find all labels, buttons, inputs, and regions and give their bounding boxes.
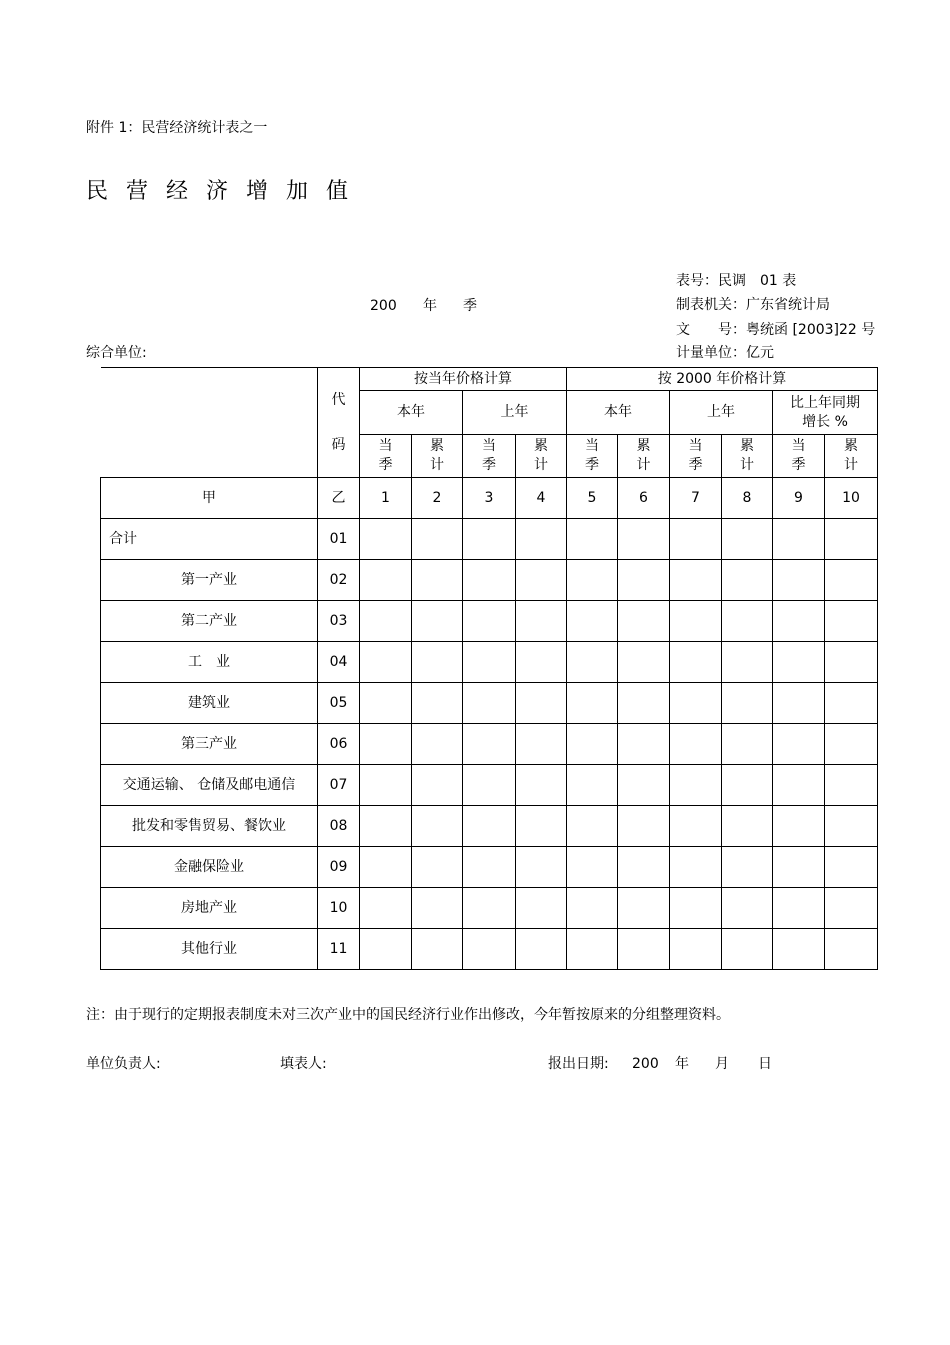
data-cell[interactable] xyxy=(567,519,618,560)
data-cell[interactable] xyxy=(360,806,412,847)
data-cell[interactable] xyxy=(360,560,412,601)
table-row xyxy=(101,847,878,888)
data-cell[interactable] xyxy=(618,847,670,888)
row-code: 05 xyxy=(318,683,360,724)
quarter-header: 当 季 xyxy=(773,435,825,478)
data-cell[interactable] xyxy=(567,929,618,970)
data-cell[interactable] xyxy=(360,847,412,888)
data-cell[interactable] xyxy=(463,642,516,683)
data-cell[interactable] xyxy=(670,724,722,765)
row-code: 07 xyxy=(318,765,360,806)
col-num: 3 xyxy=(463,478,516,519)
report-date-month-unit: 月 xyxy=(715,1056,729,1072)
report-date-year: 200 xyxy=(632,1056,659,1072)
data-cell[interactable] xyxy=(412,519,463,560)
data-cell[interactable] xyxy=(722,724,773,765)
data-cell[interactable] xyxy=(360,601,412,642)
unit-leader-label: 单位负责人: xyxy=(86,1056,161,1072)
data-cell[interactable] xyxy=(722,642,773,683)
data-cell[interactable] xyxy=(773,642,825,683)
row-label: 合计 xyxy=(101,519,318,560)
data-cell[interactable] xyxy=(516,888,567,929)
table-row xyxy=(101,724,878,765)
row-label: 房地产业 xyxy=(101,888,318,929)
current-price-header: 按当年价格计算 xyxy=(360,368,567,391)
data-cell[interactable] xyxy=(412,724,463,765)
col-num: 1 xyxy=(360,478,412,519)
period-season-unit: 季 xyxy=(463,298,477,314)
report-date-year-unit: 年 xyxy=(675,1056,689,1072)
quarter-header: 当 季 xyxy=(360,435,412,478)
row-code: 11 xyxy=(318,929,360,970)
data-cell[interactable] xyxy=(463,519,516,560)
data-cell[interactable] xyxy=(618,724,670,765)
data-cell[interactable] xyxy=(567,683,618,724)
quarter-header: 当 季 xyxy=(463,435,516,478)
data-cell[interactable] xyxy=(567,847,618,888)
data-cell[interactable] xyxy=(722,847,773,888)
data-cell[interactable] xyxy=(463,765,516,806)
data-cell[interactable] xyxy=(773,847,825,888)
data-cell[interactable] xyxy=(412,683,463,724)
data-cell[interactable] xyxy=(463,683,516,724)
data-cell[interactable] xyxy=(567,642,618,683)
data-cell[interactable] xyxy=(825,929,878,970)
data-cell[interactable] xyxy=(618,642,670,683)
data-cell[interactable] xyxy=(670,765,722,806)
data-cell[interactable] xyxy=(773,929,825,970)
row-label: 第三产业 xyxy=(101,724,318,765)
form-issuer: 制表机关：广东省统计局 xyxy=(676,297,830,313)
data-cell[interactable] xyxy=(360,724,412,765)
data-cell[interactable] xyxy=(360,519,412,560)
row-label: 第二产业 xyxy=(101,601,318,642)
data-cell[interactable] xyxy=(360,929,412,970)
column-index-row xyxy=(101,478,878,519)
footnote: 注：由于现行的定期报表制度未对三次产业中的国民经济行业作出修改，今年暂按原来的分组整理资料。 xyxy=(86,1007,730,1023)
data-cell[interactable] xyxy=(360,642,412,683)
data-cell[interactable] xyxy=(463,847,516,888)
data-cell[interactable] xyxy=(516,642,567,683)
col-num: 2 xyxy=(412,478,463,519)
data-cell[interactable] xyxy=(773,560,825,601)
filler-label: 填表人: xyxy=(280,1056,327,1072)
data-cell[interactable] xyxy=(516,847,567,888)
data-cell[interactable] xyxy=(670,929,722,970)
table-row xyxy=(101,683,878,724)
col-b-label: 乙 xyxy=(318,478,360,519)
data-cell[interactable] xyxy=(412,601,463,642)
data-cell[interactable] xyxy=(722,601,773,642)
row-code: 09 xyxy=(318,847,360,888)
data-cell[interactable] xyxy=(825,806,878,847)
data-cell[interactable] xyxy=(618,765,670,806)
data-cell[interactable] xyxy=(825,601,878,642)
header-blank xyxy=(101,368,318,478)
cumulative-header: 累 计 xyxy=(516,435,567,478)
data-cell[interactable] xyxy=(722,929,773,970)
data-cell[interactable] xyxy=(567,601,618,642)
data-cell[interactable] xyxy=(722,683,773,724)
data-cell[interactable] xyxy=(618,560,670,601)
data-cell[interactable] xyxy=(463,888,516,929)
data-cell[interactable] xyxy=(412,806,463,847)
data-cell[interactable] xyxy=(567,806,618,847)
cumulative-header: 累 计 xyxy=(618,435,670,478)
data-cell[interactable] xyxy=(567,724,618,765)
data-cell[interactable] xyxy=(567,560,618,601)
statistics-table xyxy=(100,367,878,970)
report-date-day-unit: 日 xyxy=(758,1056,772,1072)
row-code: 06 xyxy=(318,724,360,765)
data-cell[interactable] xyxy=(825,519,878,560)
data-cell[interactable] xyxy=(463,806,516,847)
quarter-header: 当 季 xyxy=(567,435,618,478)
col-a-label: 甲 xyxy=(101,478,318,519)
data-cell[interactable] xyxy=(463,724,516,765)
row-code: 01 xyxy=(318,519,360,560)
current-this-year-header: 本年 xyxy=(360,391,463,435)
row-label: 金融保险业 xyxy=(101,847,318,888)
data-cell[interactable] xyxy=(463,929,516,970)
data-cell[interactable] xyxy=(670,601,722,642)
data-cell[interactable] xyxy=(670,806,722,847)
table-row xyxy=(101,519,878,560)
table-row xyxy=(101,765,878,806)
table-row xyxy=(101,929,878,970)
data-cell[interactable] xyxy=(722,765,773,806)
period-year-unit: 年 xyxy=(423,298,437,314)
data-cell[interactable] xyxy=(516,519,567,560)
row-code: 04 xyxy=(318,642,360,683)
data-cell[interactable] xyxy=(825,560,878,601)
data-cell[interactable] xyxy=(670,642,722,683)
data-cell[interactable] xyxy=(412,929,463,970)
measurement-unit: 计量单位：亿元 xyxy=(676,345,774,361)
col-num: 7 xyxy=(670,478,722,519)
col-num: 8 xyxy=(722,478,773,519)
data-cell[interactable] xyxy=(516,765,567,806)
table-row xyxy=(101,642,878,683)
row-code: 08 xyxy=(318,806,360,847)
data-cell[interactable] xyxy=(670,683,722,724)
report-date-label: 报出日期: xyxy=(548,1056,609,1072)
data-cell[interactable] xyxy=(412,765,463,806)
data-cell[interactable] xyxy=(516,724,567,765)
data-cell[interactable] xyxy=(825,683,878,724)
p2000-last-year-header: 上年 xyxy=(670,391,773,435)
cumulative-header: 累 计 xyxy=(825,435,878,478)
data-cell[interactable] xyxy=(516,560,567,601)
p2000-this-year-header: 本年 xyxy=(567,391,670,435)
data-cell[interactable] xyxy=(360,683,412,724)
data-cell[interactable] xyxy=(670,519,722,560)
period-year: 200 xyxy=(370,298,397,314)
data-cell[interactable] xyxy=(516,601,567,642)
data-cell[interactable] xyxy=(670,847,722,888)
data-cell[interactable] xyxy=(412,642,463,683)
data-cell[interactable] xyxy=(722,888,773,929)
row-label: 批发和零售贸易、餐饮业 xyxy=(101,806,318,847)
table-row xyxy=(101,806,878,847)
data-cell[interactable] xyxy=(618,519,670,560)
table-row xyxy=(101,601,878,642)
col-num: 5 xyxy=(567,478,618,519)
data-cell[interactable] xyxy=(412,847,463,888)
data-cell[interactable] xyxy=(825,724,878,765)
row-code: 03 xyxy=(318,601,360,642)
col-num: 4 xyxy=(516,478,567,519)
data-cell[interactable] xyxy=(773,519,825,560)
data-cell[interactable] xyxy=(825,765,878,806)
data-cell[interactable] xyxy=(773,683,825,724)
cumulative-header: 累 计 xyxy=(412,435,463,478)
data-cell[interactable] xyxy=(670,888,722,929)
attachment-label: 附件 1：民营经济统计表之一 xyxy=(86,120,268,136)
data-cell[interactable] xyxy=(722,806,773,847)
data-cell[interactable] xyxy=(618,888,670,929)
row-label: 第一产业 xyxy=(101,560,318,601)
data-cell[interactable] xyxy=(825,642,878,683)
quarter-header: 当 季 xyxy=(670,435,722,478)
data-cell[interactable] xyxy=(360,765,412,806)
data-cell[interactable] xyxy=(412,560,463,601)
col-num: 6 xyxy=(618,478,670,519)
data-cell[interactable] xyxy=(618,929,670,970)
data-cell[interactable] xyxy=(773,765,825,806)
table-row xyxy=(101,888,878,929)
data-cell[interactable] xyxy=(722,519,773,560)
data-cell[interactable] xyxy=(567,888,618,929)
row-label: 交通运输、 仓储及邮电通信 xyxy=(101,765,318,806)
row-code: 02 xyxy=(318,560,360,601)
page-title: 民营经济增加值 xyxy=(86,179,367,204)
data-cell[interactable] xyxy=(722,560,773,601)
data-cell[interactable] xyxy=(516,929,567,970)
row-label: 工 业 xyxy=(101,642,318,683)
data-cell[interactable] xyxy=(463,601,516,642)
data-cell[interactable] xyxy=(516,806,567,847)
data-cell[interactable] xyxy=(773,888,825,929)
data-cell[interactable] xyxy=(670,560,722,601)
form-number: 表号：民调 01 表 xyxy=(676,273,797,289)
code-header: 代 码 xyxy=(318,368,360,478)
row-label: 建筑业 xyxy=(101,683,318,724)
data-cell[interactable] xyxy=(567,765,618,806)
data-cell[interactable] xyxy=(516,683,567,724)
reporting-unit-label: 综合单位: xyxy=(86,345,147,361)
col-num: 9 xyxy=(773,478,825,519)
data-cell[interactable] xyxy=(773,724,825,765)
data-cell[interactable] xyxy=(618,806,670,847)
current-last-year-header: 上年 xyxy=(463,391,567,435)
cumulative-header: 累 计 xyxy=(722,435,773,478)
document-number: 文 号：粤统函 [2003]22 号 xyxy=(676,322,876,338)
data-cell[interactable] xyxy=(618,601,670,642)
data-cell[interactable] xyxy=(360,888,412,929)
data-cell[interactable] xyxy=(825,847,878,888)
row-code: 10 xyxy=(318,888,360,929)
price-2000-header: 按 2000 年价格计算 xyxy=(567,368,878,391)
data-cell[interactable] xyxy=(618,683,670,724)
col-num: 10 xyxy=(825,478,878,519)
growth-header: 比上年同期 增长 % xyxy=(773,391,878,435)
data-cell[interactable] xyxy=(412,888,463,929)
row-label: 其他行业 xyxy=(101,929,318,970)
data-cell[interactable] xyxy=(773,806,825,847)
data-cell[interactable] xyxy=(463,560,516,601)
data-cell[interactable] xyxy=(773,601,825,642)
table-row xyxy=(101,560,878,601)
data-cell[interactable] xyxy=(825,888,878,929)
